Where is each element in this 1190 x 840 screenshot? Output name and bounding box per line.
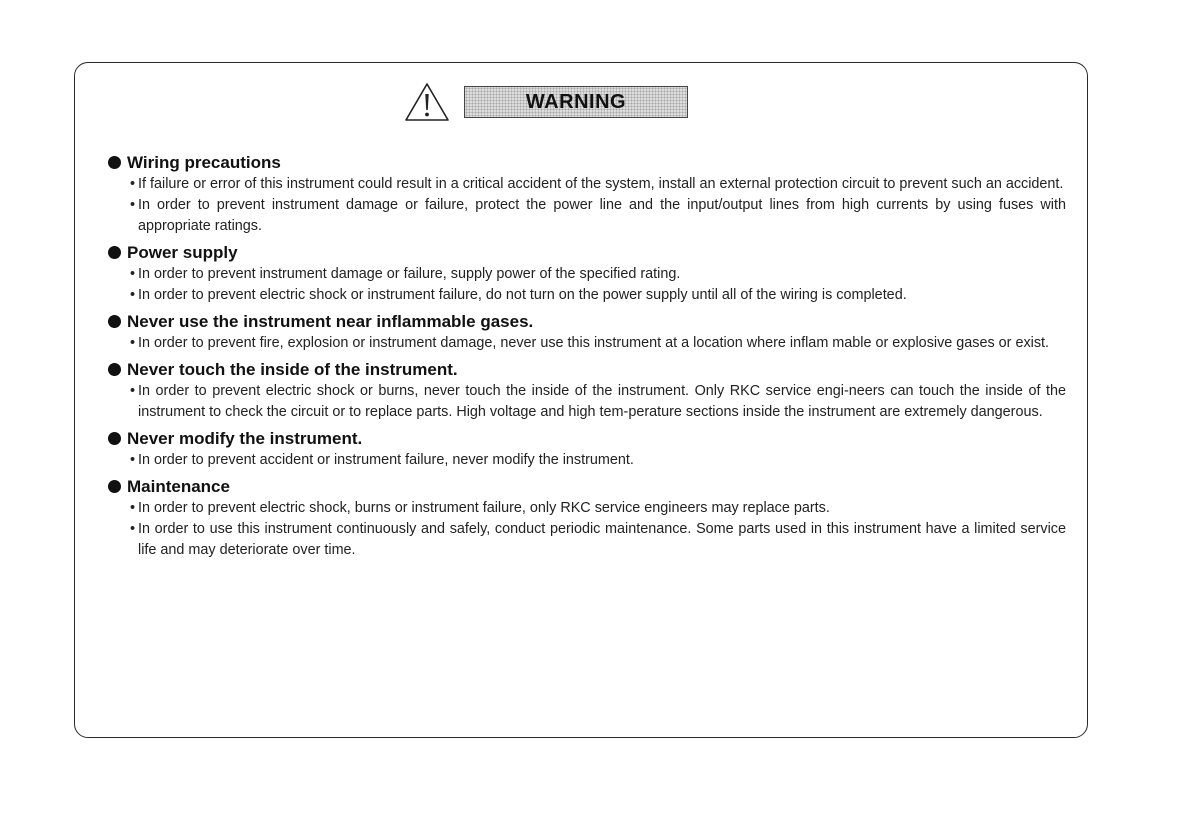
list-item: [108, 381, 1066, 423]
section-wiring-precautions: [108, 151, 1066, 237]
item-list: [108, 498, 1066, 561]
item-text: In order to prevent accident or instrument failure, never modify the instrument.: [138, 452, 634, 468]
small-bullet-icon: •: [130, 197, 136, 213]
item-list: [108, 381, 1066, 423]
item-list: [108, 174, 1066, 237]
section-maintenance: [108, 475, 1066, 561]
small-bullet-icon: •: [130, 383, 136, 399]
section-title: Never modify the instrument.: [127, 428, 363, 448]
item-text: In order to prevent instrument damage or failure, protect the power line and the input/output lines from high currents by using fuses with appropriate ratings.: [138, 197, 1066, 234]
section-never-modify: [108, 427, 1066, 471]
item-list: [108, 333, 1066, 354]
item-text: In order to prevent electric shock or instrument failure, do not turn on the power supply until all of the wiring is completed.: [138, 287, 907, 303]
bullet-dot-icon: [108, 480, 121, 493]
small-bullet-icon: •: [130, 176, 136, 192]
bullet-dot-icon: [108, 156, 121, 169]
section-inflammable-gases: [108, 310, 1066, 354]
list-item: [108, 195, 1066, 237]
small-bullet-icon: •: [130, 335, 136, 351]
list-item: [108, 450, 1066, 471]
section-heading: [108, 427, 1066, 450]
section-never-touch-inside: [108, 358, 1066, 423]
small-bullet-icon: •: [130, 287, 136, 303]
section-title: Never use the instrument near inflammable gases.: [127, 311, 534, 331]
bullet-dot-icon: [108, 246, 121, 259]
item-text: In order to prevent electric shock, burns or instrument failure, only RKC service engineers may replace parts.: [138, 500, 830, 516]
item-text: In order to use this instrument continuously and safely, conduct periodic maintenance. Some parts used in this instrument have a limited service life and may deteriorate over time.: [138, 521, 1066, 558]
list-item: [108, 264, 1066, 285]
section-title: Maintenance: [127, 476, 230, 496]
warning-triangle-icon: [404, 82, 450, 122]
item-text: In order to prevent instrument damage or failure, supply power of the specified rating.: [138, 266, 681, 282]
list-item: [108, 498, 1066, 519]
section-title: Wiring precautions: [127, 152, 281, 172]
warning-label: WARNING: [464, 86, 688, 118]
small-bullet-icon: •: [130, 452, 136, 468]
section-heading: [108, 241, 1066, 264]
item-text: In order to prevent electric shock or burns, never touch the inside of the instrument. Only RKC service engi-neers can touch the inside of the instrument to check the circuit or to replace parts. High voltage and high tem-perature sections inside the instrument are extremely dangerous.: [138, 383, 1066, 420]
bullet-dot-icon: [108, 432, 121, 445]
section-heading: [108, 310, 1066, 333]
small-bullet-icon: •: [130, 521, 136, 537]
section-power-supply: [108, 241, 1066, 306]
item-text: If failure or error of this instrument could result in a critical accident of the system, install an external protection circuit to prevent such an accident.: [138, 176, 1064, 192]
section-title: Power supply: [127, 242, 238, 262]
list-item: [108, 333, 1066, 354]
list-item: [108, 519, 1066, 561]
warning-header: [404, 82, 688, 122]
section-heading: [108, 151, 1066, 174]
section-heading: [108, 358, 1066, 381]
small-bullet-icon: •: [130, 266, 136, 282]
bullet-dot-icon: [108, 363, 121, 376]
item-list: [108, 450, 1066, 471]
item-text: In order to prevent fire, explosion or instrument damage, never use this instrument at a location where inflam mable or explosive gases or exist.: [138, 335, 1050, 351]
warning-content: [108, 151, 1066, 565]
list-item: [108, 174, 1066, 195]
bullet-dot-icon: [108, 315, 121, 328]
section-title: Never touch the inside of the instrument.: [127, 359, 458, 379]
section-heading: [108, 475, 1066, 498]
small-bullet-icon: •: [130, 500, 136, 516]
list-item: [108, 285, 1066, 306]
item-list: [108, 264, 1066, 306]
